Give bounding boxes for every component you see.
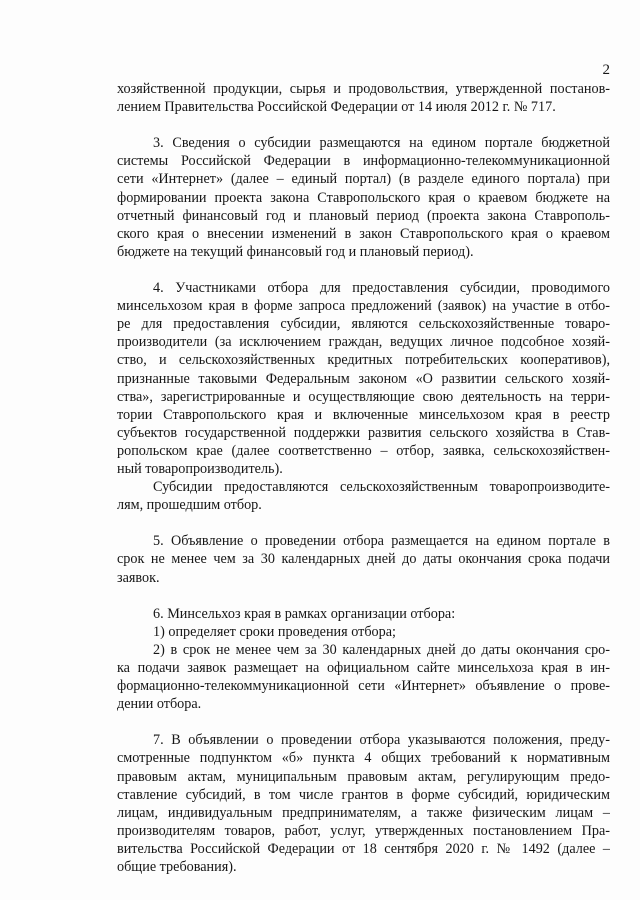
text-line: формировании проекта закона Ставропольского края о краевом бюджете на — [117, 189, 610, 206]
text-line: системы Российской Федерации в информационно-телекоммуникационной — [117, 153, 610, 170]
text-line: производители (за исключением граждан, ведущих личное подсобное хозяй- — [117, 334, 610, 351]
text-line: тории Ставропольского края и включенные минсельхозом края в реестр — [117, 406, 610, 423]
text-line: ства», зарегистрированные и осуществляющие свою деятельность на терри- — [117, 388, 610, 405]
paragraph-gap — [117, 587, 610, 605]
text-line: ство, и сельскохозяйственных кредитных потребительских кооперативов), — [117, 352, 610, 369]
paragraph — [117, 279, 610, 478]
paragraph-gap — [117, 713, 610, 731]
paragraph — [117, 623, 610, 641]
paragraph-gap — [117, 514, 610, 532]
text-line: срок не менее чем за 30 календарных дней до даты окончания срока подачи — [117, 551, 610, 568]
text-line: ского края о внесении изменений в закон Ставропольского края о краевом — [117, 225, 610, 242]
text-line: ка подачи заявок размещает на официальном сайте минсельхоза края в ин- — [117, 660, 610, 676]
paragraph — [117, 641, 610, 713]
text-line: ставление субсидий, в том числе грантов в форме субсидий, юридическим — [117, 786, 610, 803]
text-line: дении отбора. — [117, 696, 202, 713]
text-line: вительства Российской Федерации от 18 сентября 2020 г. № 1492 (далее – — [117, 840, 610, 857]
text-line: лицам, индивидуальным предпринимателям, а также физическим лицам – — [117, 804, 610, 821]
text-line: общие требования). — [117, 859, 237, 876]
text-line: правовым актам, муниципальным правовым актам, регулирующим предо- — [117, 768, 610, 785]
text-line: лением Правительства Российской Федерации от 14 июля 2012 г. № 717. — [117, 99, 556, 116]
page-number: 2 — [602, 62, 610, 78]
text-line: производителям товаров, работ, услуг, утвержденных постановлением Пра- — [117, 822, 610, 839]
text-line: 1) определяет сроки проведения отбора; — [153, 623, 396, 640]
paragraph — [117, 478, 610, 514]
text-line: 5. Объявление о проведении отбора размещается на едином портале в — [153, 533, 610, 550]
text-line: 6. Минсельхоз края в рамках организации отбора: — [153, 605, 456, 622]
text-line: отчетный финансовый год и плановый период (проекта закона Ставрополь- — [117, 207, 610, 224]
paragraph — [117, 532, 610, 586]
text-line: Субсидии предоставляются сельскохозяйственным товаропроизводите- — [153, 479, 610, 496]
text-line: 7. В объявлении о проведении отбора указываются положения, преду- — [153, 732, 610, 749]
text-line: заявок. — [117, 569, 160, 586]
text-line: лям, прошедшим отбор. — [117, 497, 262, 514]
text-line: 3. Сведения о субсидии размещаются на едином портале бюджетной — [153, 135, 610, 152]
text-line: смотренные подпунктом «б» пункта 4 общих требований к нормативным — [117, 750, 610, 767]
paragraph-gap — [117, 261, 610, 279]
document-body — [117, 80, 610, 876]
text-line: ропольском крае (далее соответственно – отбор, заявка, сельскохозяйствен- — [117, 442, 610, 459]
text-line: минсельхозом края в форме запроса предложений (заявок) на участие в отбо- — [117, 298, 610, 315]
text-line: 4. Участниками отбора для предоставления субсидии, проводимого — [153, 280, 610, 297]
paragraph — [117, 80, 610, 116]
paragraph — [117, 134, 610, 261]
paragraph — [117, 605, 610, 623]
text-line: признанные таковыми Федеральным законом «О развитии сельского хозяй- — [117, 370, 610, 387]
paragraph-gap — [117, 116, 610, 134]
text-line: бюджете на текущий финансовый год и плановый период). — [117, 243, 474, 260]
text-line: ный товаропроизводитель). — [117, 460, 283, 477]
text-line: формационно-телекоммуникационной сети «Интернет» объявление о прове- — [117, 678, 610, 695]
paragraph — [117, 731, 610, 876]
text-line: хозяйственной продукции, сырья и продовольствия, утвержденной постанов- — [117, 81, 610, 97]
text-line: 2) в срок не менее чем за 30 календарных дней до даты окончания сро- — [153, 641, 610, 658]
text-line: ре для предоставления субсидии, являются сельскохозяйственные товаро- — [117, 316, 610, 333]
text-line: сети «Интернет» (далее – единый портал) (в разделе единого портала) при — [117, 171, 610, 188]
text-line: субъектов государственной поддержки развития сельского хозяйства в Став- — [117, 424, 610, 441]
